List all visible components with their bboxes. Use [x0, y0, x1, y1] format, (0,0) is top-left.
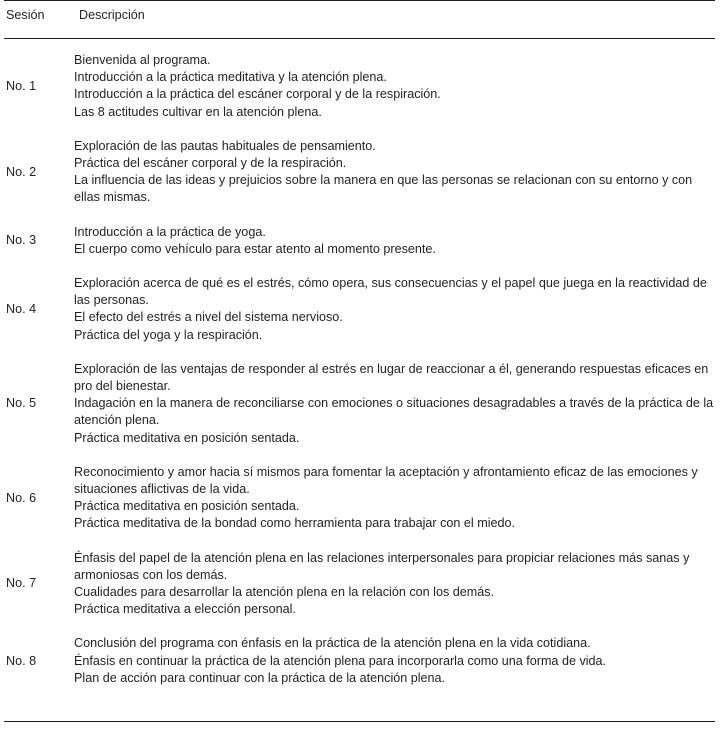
table-row [0, 635, 722, 687]
description-cell [74, 635, 722, 687]
column-header-description: Descripción [79, 8, 145, 22]
session-cell: No. 8 [6, 653, 37, 668]
description-line: Conclusión del programa con énfasis en la práctica de la atención plena en la vida cotidiana. [74, 636, 591, 651]
description-line: Exploración acerca de qué es el estrés, cómo opera, sus consecuencias y el papel que juega en la reactividad de las personas. [74, 276, 707, 308]
description-line: Práctica meditativa en posición sentada. [74, 430, 300, 445]
description-line: Plan de acción para continuar con la práctica de la atención plena. [74, 670, 446, 685]
table-row [0, 224, 722, 258]
description-line: Indagación en la manera de reconciliarse con emociones o situaciones desagradables a través de la práctica de la atención plena. [74, 396, 714, 428]
table-row [0, 138, 722, 207]
description-line: Reconocimiento y amor hacia sí mismos para fomentar la aceptación y afrontamiento eficaz de las emociones y situaciones aflictivas de la vida. [74, 464, 698, 497]
description-line: Práctica meditativa a elección personal. [74, 602, 296, 617]
description-line: El cuerpo como vehículo para estar atento al momento presente. [74, 241, 436, 256]
table-row [0, 550, 722, 619]
session-cell: No. 2 [6, 164, 37, 179]
column-header-session: Sesión [6, 8, 45, 22]
description-line: El efecto del estrés a nivel del sistema nervioso. [74, 310, 343, 325]
session-cell: No. 5 [6, 396, 37, 411]
session-cell: No. 1 [6, 78, 37, 93]
table-row [0, 275, 722, 344]
description-line: Introducción a la práctica del escáner corporal y de la respiración. [74, 87, 441, 102]
description-line: Introducción a la práctica de yoga. [74, 224, 266, 239]
description-line: Práctica del yoga y la respiración. [74, 327, 263, 342]
description-cell [74, 138, 722, 207]
table-header-row [0, 7, 722, 29]
description-line: La influencia de las ideas y prejuicios sobre la manera en que las personas se relacionan con su entorno y con ellas mismas. [74, 173, 693, 205]
session-cell: No. 3 [6, 233, 37, 248]
description-line: Las 8 actitudes cultivar en la atención plena. [74, 104, 322, 119]
table-body [0, 52, 722, 687]
description-line: Énfasis del papel de la atención plena en las relaciones interpersonales para propiciar relaciones más sanas y armoniosas con los demás. [74, 550, 690, 582]
description-line: Cualidades para desarrollar la atención plena en la relación con los demás. [74, 585, 495, 600]
session-cell: No. 6 [6, 490, 37, 505]
description-cell [74, 464, 722, 533]
description-cell [74, 550, 722, 619]
table-header-rule [4, 38, 715, 39]
description-line: Bienvenida al programa. [74, 53, 211, 67]
description-line: Práctica meditativa de la bondad como herramienta para trabajar con el miedo. [74, 516, 516, 531]
description-line: Exploración de las ventajas de responder al estrés en lugar de reaccionar a él, generando respuestas eficaces en pro del bienestar. [74, 361, 709, 394]
table-row [0, 52, 722, 121]
description-cell [74, 361, 722, 447]
description-cell [74, 224, 722, 258]
table-bottom-rule [4, 721, 715, 722]
table-top-rule [4, 0, 715, 1]
description-line: Exploración de las pautas habituales de pensamiento. [74, 138, 376, 153]
table-row [0, 464, 722, 533]
description-cell [74, 52, 722, 121]
session-cell: No. 7 [6, 576, 37, 591]
description-cell [74, 275, 722, 344]
table-row [0, 361, 722, 447]
description-line: Práctica del escáner corporal y de la respiración. [74, 156, 347, 171]
session-cell: No. 4 [6, 301, 37, 316]
description-line: Introducción a la práctica meditativa y la atención plena. [74, 70, 387, 85]
description-line: Énfasis en continuar la práctica de la atención plena para incorporarla como una forma de vida. [74, 653, 607, 668]
description-line: Práctica meditativa en posición sentada. [74, 499, 300, 514]
